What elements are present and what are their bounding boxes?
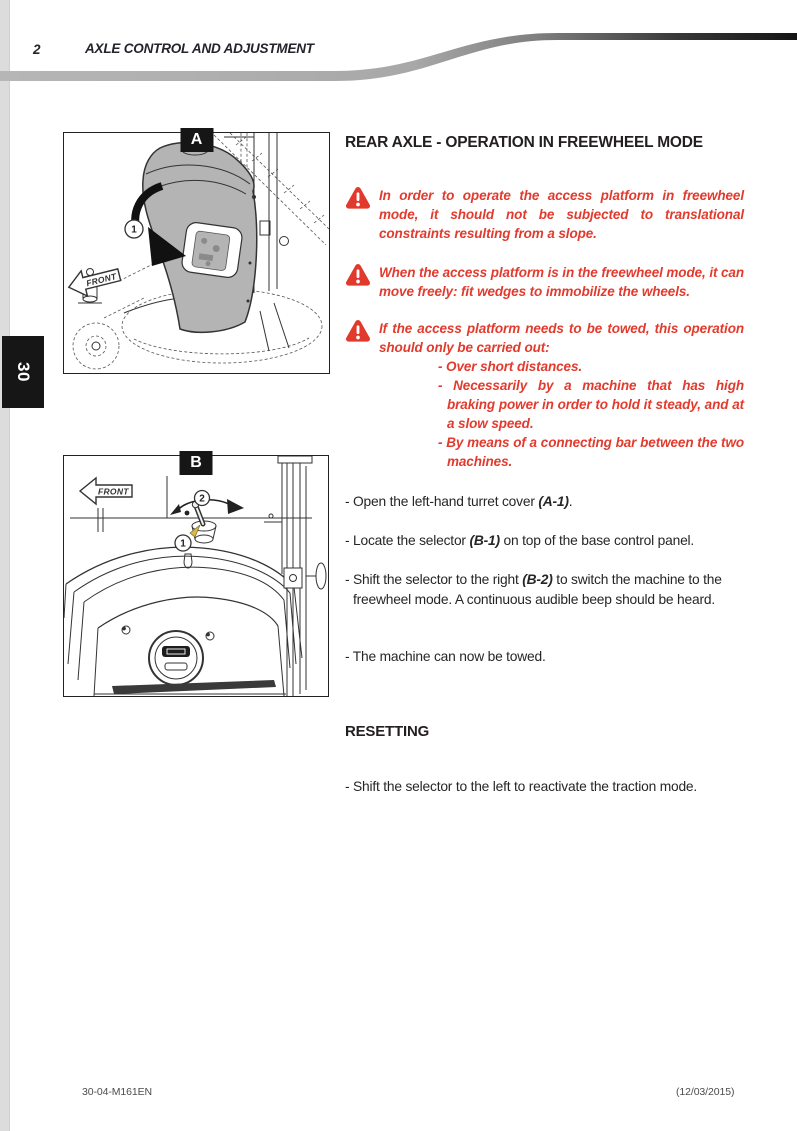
figure-a-callout-1: 1 — [131, 224, 137, 236]
front-arrow — [80, 478, 132, 504]
figure-b-front-label: FRONT — [98, 486, 129, 497]
warning-icon — [345, 186, 371, 210]
figure-a-illustration — [64, 133, 329, 373]
step-text: - Locate the selector — [345, 533, 470, 548]
step-text: . — [568, 494, 573, 509]
section-title: REAR AXLE - OPERATION IN FREEWHEEL MODE — [345, 134, 703, 151]
page-number-tab — [2, 336, 44, 408]
wheel — [278, 456, 326, 696]
page-number-tab-label: 30 — [13, 362, 33, 382]
revision-date: (12/03/2015) — [676, 1086, 735, 1098]
page-edge-strip — [0, 0, 10, 1131]
warning-bullet: - Over short distances. — [438, 359, 582, 374]
step-ref: (B-2) — [522, 572, 553, 587]
figure-b-label: B — [180, 451, 213, 475]
warning-block — [345, 186, 744, 243]
step-text: - Shift the selector to the right — [345, 572, 523, 587]
step-text: - Shift the selector to the left to reactivate the traction mode. — [345, 779, 698, 794]
step-text: on top of the base control panel. — [499, 533, 695, 548]
instruction-step — [345, 570, 753, 609]
warning-block — [345, 263, 744, 301]
warning-icon — [345, 263, 371, 287]
instruction-step — [345, 777, 753, 797]
warning-text — [379, 319, 744, 471]
chapter-number: 2 — [33, 42, 41, 57]
step-text: - The machine can now be towed. — [345, 649, 546, 664]
header-swoosh — [0, 0, 797, 95]
warning-text-lead: If the access platform needs to be towed, this operation should only be carried out: — [379, 321, 744, 355]
chapter-title: AXLE CONTROL AND ADJUSTMENT — [85, 41, 314, 56]
instruction-step — [345, 531, 753, 551]
step-ref: (A-1) — [538, 494, 569, 509]
warning-text: In order to operate the access platform in freewheel mode, it should not be subjected to translational constraints resulting from a slope. — [379, 188, 744, 241]
warning-bullet: - Necessarily by a machine that has high braking power in order to hold it steady, and at a slow speed. — [438, 378, 744, 431]
step-text: to switch the machine to the freewheel mode. A continuous audible beep should be heard. — [353, 572, 722, 607]
figure-a-label: A — [180, 128, 213, 152]
instruction-step — [345, 647, 753, 667]
step-ref: (B-1) — [469, 533, 500, 548]
step-text: - Open the left-hand turret cover — [345, 494, 539, 509]
resetting-title: RESETTING — [345, 723, 430, 740]
figure-b-callout-2: 2 — [199, 493, 205, 505]
filler-cap — [149, 631, 203, 685]
figure-b — [63, 455, 329, 697]
warning-bullet: - By means of a connecting bar between the two machines. — [438, 435, 744, 469]
front-arrow — [66, 262, 123, 300]
figure-a — [63, 132, 330, 374]
warning-text: When the access platform is in the freewheel mode, it can move freely: fit wedges to immobilize the wheels. — [379, 265, 744, 299]
warning-block — [345, 319, 744, 471]
figure-b-illustration — [64, 456, 328, 696]
figure-a-front-label: FRONT — [85, 271, 118, 289]
instruction-step — [345, 492, 753, 512]
figure-b-callout-1: 1 — [180, 538, 186, 550]
selector-switch — [192, 501, 216, 543]
warning-icon — [345, 319, 371, 343]
document-code: 30-04-M161EN — [82, 1086, 153, 1098]
